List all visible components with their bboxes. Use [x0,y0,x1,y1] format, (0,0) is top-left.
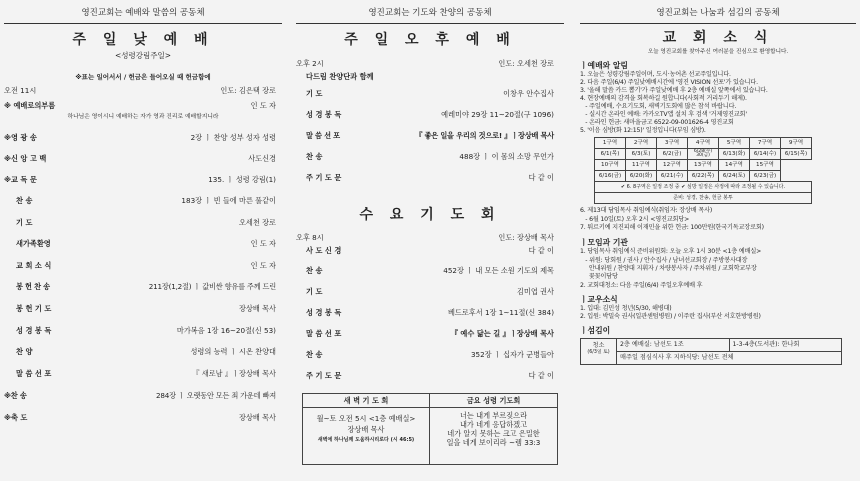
news-title: 교 회 소 식 [662,29,774,46]
wednesday-time: 오후 8시 [296,232,324,242]
service-subtitle: <성령강림주일> [114,51,172,61]
order-item: ※축 도 장상배 목사 [4,412,276,422]
order-item: 교 회 소 식 인 도 자 [16,260,276,270]
friday-prayer-verse-line: 일을 네게 보이리라 ~렘 33:3 [446,438,541,447]
order-item: ※찬 송 284장 ㅣ 오랫동안 모든 죄 가운데 빠져 [4,390,276,400]
section-meetings: ㅣ모임과 기관 [580,238,628,248]
table-cell: 6/14(수) [750,149,781,160]
table-row [595,193,812,204]
dawn-prayer-box [303,394,430,464]
table-cell: 7구역 [750,138,781,149]
order-item: 말 씀 선 포 『 예수 닮는 길 』ㅣ장상배 목사 [306,328,554,338]
notice-item: 3. '올해 말씀 카드 뽑기'가 주일낮예배 후 2층 예배실 앞쪽에서 있습니다. [580,86,768,94]
wednesday-title: 수 요 기 도 회 [359,207,501,224]
notice-item: 2. 다음 주일(6/4) 주일낮예배시간에 '영진 VISION 선포'가 있습니다. [580,78,758,86]
order-item: ※신 앙 고 백 사도신경 [4,153,276,163]
order-item: 찬 송 488장 ㅣ 이 몸의 소망 무언가 [306,152,554,162]
table-cell: 2구역 [626,138,657,149]
order-item: 찬 송 183장 ㅣ 빈 들에 마른 풀같이 [16,195,276,205]
prayer-meetings-box [302,393,558,465]
table-cell: 5구역 [719,138,750,149]
order-item: 성 경 봉 독 베드로후서 1장 1~11절(신 384) [306,307,554,317]
service-leader: 인도: 김은택 장로 [220,85,276,95]
table-cell: 6/13(화) [719,149,750,160]
order-item: 기 도 이창우 안수집사 [306,89,554,99]
table-row [595,138,812,149]
member-news-item: 1. 입대: 김민성 청년(5/30, 해병대) [580,304,672,312]
order-item: ※ 예배로의부름 인 도 자 [4,100,276,110]
servers-cell: 매주일 점심식사 후 지하식당: 남선도 전체 [620,353,734,361]
servers-cell: 2층 예배실: 남선도 1조 [617,339,730,351]
servers-cell: 1-3-4층(도서관): 한나회 [732,341,800,349]
table-cell: 1구역 [595,138,626,149]
table-cell: 11구역 [626,160,657,171]
notice-item: - 6월 10일(토) 오후 2시 <영진교회당> [580,215,690,223]
meeting-item: 2. 교회대청소: 다음 주일(6/4) 주일오후예배 후 [580,281,703,289]
afternoon-order [296,85,564,195]
service-time-line [296,59,564,68]
table-cell: 10구역 [595,160,626,171]
table-cell: 9구역 [781,138,812,149]
friday-prayer-title: 금요 성령 기도회 [430,394,557,408]
servers-detail [617,339,841,364]
notice-item: 4. 현장예배의 감격을 회복하길 원합니다(사회적 거리두기 해제). [580,95,747,103]
table-cell: 13구역 [688,160,719,171]
service-title: 주 일 오 후 예 배 [344,31,516,48]
table-cell: 15구역 [750,160,781,171]
meeting-item: - 위원: 당회원 / 권사 / 안수집사 / 남녀선교회장 / 주방봉사대장 [580,256,748,264]
order-item: ※영 광 송 2장 ㅣ 찬양 성부 성자 성령 [4,132,276,142]
order-item: ※교 독 문 135. ㅣ 성령 강림(1) [4,174,276,184]
table-row [595,182,812,193]
table-cell: 6/24(토) [719,171,750,182]
dawn-prayer-leader: 장상배 목사 [347,425,385,434]
table-cell: 4구역 [688,138,719,149]
wednesday-leader: 인도: 장상배 목사 [498,232,554,242]
table-cell: 6/15(목) [781,149,812,160]
table-cell-empty [781,160,812,171]
friday-prayer-verse-line: 너는 내게 부르짖으라 [459,411,528,420]
order-item: 새가족환영 인 도 자 [16,238,276,248]
schedule-note: ✔ 6. 8구역은 일정 조정 중 ✔ 심방 일정은 사정에 따라 조정될 수 있습니다. [595,182,812,193]
order-of-worship [4,99,282,479]
dawn-prayer-title: 새 벽 기 도 회 [303,394,429,408]
column-header: 영진교회는 예배와 말씀의 공동체 [4,0,282,24]
wednesday-time-line [296,233,564,242]
notice-list [580,71,856,136]
servers-table [580,338,842,365]
service-time: 오후 2시 [296,59,324,69]
table-row [595,149,812,160]
table-cell: 6/22(목) [688,171,719,182]
servers-date: (6/3일 토) [587,349,610,355]
order-item: 사 도 신 경 다 같 이 [306,245,554,255]
table-cell: 3구역 [657,138,688,149]
order-item: 찬 송 452장 ㅣ 내 모든 소원 기도의 제목 [306,265,554,275]
notice-list-2 [580,207,856,232]
table-cell: 6/23(금) [750,171,781,182]
order-item: 봉 헌 기 도 장상배 목사 [16,303,276,313]
friday-prayer-verse-line: 네가 알지 못하는 크고 은밀한 [447,429,540,438]
meeting-item: 1. 당임목사 취임예식 준비위원회: 오늘 오후 1시 30분 <1층 예배실> [580,248,762,256]
welcome-text: 오늘 영진교회를 찾아주신 여러분을 진심으로 환영합니다. [647,49,789,56]
column-church-news [580,0,856,481]
dawn-prayer-time: 월~토 오전 5시 <1층 예배실> [316,414,416,423]
column-header: 영진교회는 기도와 찬양의 공동체 [296,0,564,24]
service-time: 오전 11시 [4,85,37,95]
table-cell: 6/20(화) [626,171,657,182]
section-member-news: ㅣ교우소식 [580,294,618,304]
meeting-list [580,248,856,290]
friday-prayer-box [430,394,557,464]
notice-item: - 온라인 헌금: 새마을금고 6522-09-001626-4 영진교회 [580,119,734,127]
table-cell: 6/3(토) [626,149,657,160]
friday-prayer-verse-line: 내가 네게 응답하겠고 [459,420,528,429]
wednesday-order [296,244,564,394]
table-cell: 6/1(목) [595,149,626,160]
order-item: 봉 헌 찬 송 211장(1,2절) ㅣ 값비싼 향유를 주께 드린 [16,281,276,291]
servers-label: 청소 [592,342,605,350]
notice-item: 7. 튀르키예 지진피해 이재민을 위한 헌금: 100만원(한국기독교장로회) [580,224,764,232]
table-cell-empty [781,171,812,182]
table-cell: 6/28(수) 30(금) [688,149,719,160]
section-servers: ㅣ섬김이 [580,326,611,336]
column-header: 영진교회는 나눔과 섬김의 공동체 [580,0,856,24]
servers-label-cell [581,339,617,364]
schedule-prep-note: 준비: 성경, 찬송, 헌금 봉투 [595,193,812,204]
table-cell: 14구역 [719,160,750,171]
order-item: 말 씀 선 포 『 좋은 일을 우리의 것으로! 』ㅣ장상배 목사 [306,131,554,141]
order-item: 기 도 오세천 장로 [16,217,276,227]
section-worship-notices: ㅣ예배와 알림 [580,61,628,71]
table-row [595,171,812,182]
table-cell: 12구역 [657,160,688,171]
service-note: ※표는 일어서서 / 헌금은 들어오실 때 헌금함에 [75,72,211,81]
column-sunday-morning [4,0,282,481]
order-item: 찬 송 352장 ㅣ 십자가 군병들아 [306,349,554,359]
notice-item: - 주일예배, 수요기도회, 새벽기도회에 많은 참석 바랍니다. [580,103,737,111]
order-item: 주 기 도 문 다 같 이 [306,370,554,380]
notice-item: 6. 제13대 담임목사 취임예식(취임자: 장상배 목사) [580,207,713,215]
table-cell: 6/21(수) [657,171,688,182]
notice-item: - 실시간 온라인 예배: 카카오TV앱 설치 후 검색 '거제영진교회' [580,111,747,119]
praise-team: 다드림 찬양단과 함께 [306,72,374,82]
meeting-item: 꽃꽂이담당 [580,273,618,281]
table-row [595,160,812,171]
call-to-worship-verse: 하나님은 영이시니 예배하는 자가 영과 진리로 예배할지니라 [67,113,219,120]
servers-row [617,339,841,352]
member-news-item: 2. 입원: 박밀숙 권사(일관센텀병원) / 이주란 집사(부산 서호한방병원) [580,313,761,321]
table-cell: 6/16(금) [595,171,626,182]
order-item: 성 경 봉 독 마가복음 1장 16~20절(신 53) [16,325,276,335]
order-item: 말 씀 선 포 『 새로남 』ㅣ장상배 목사 [16,368,276,378]
service-time-line [4,86,282,95]
member-news-list [580,305,856,322]
order-item: 찬 양 성령의 능력 ㅣ 시온 찬양대 [16,346,276,356]
notice-item: 1. 오늘은 성령강림주일이며, 도시·농어촌 선교주일입니다. [580,70,731,78]
order-item: 기 도 김미엽 권사 [306,286,554,296]
column-afternoon-wednesday [296,0,564,481]
order-item: 성 경 봉 독 예레미야 29장 11~20절(구 1096) [306,110,554,120]
table-cell: 6/2(금) [657,149,688,160]
visitation-schedule-table [594,137,812,204]
order-item: 주 기 도 문 다 같 이 [306,173,554,183]
meeting-item: 안내위원 / 찬양대 지휘자 / 차량봉사자 / 주차위원 / 교회학교부장 [580,264,757,272]
notice-item: 5. '이음 심방(화 12:15)' 일정입니다(부임 심방). [580,127,706,135]
dawn-prayer-verse: 새벽에 하나님께 도움하시리로다 (시 46:5) [317,437,415,443]
service-leader: 인도: 오세천 장로 [498,59,554,69]
service-title: 주 일 낮 예 배 [72,31,214,48]
